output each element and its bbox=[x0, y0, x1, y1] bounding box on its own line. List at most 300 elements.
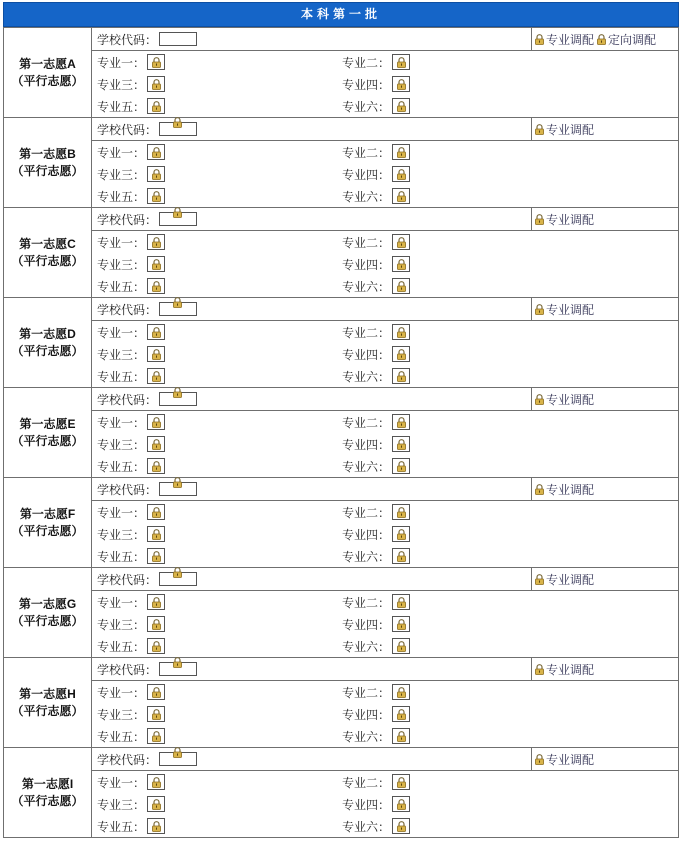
adjust-options bbox=[531, 208, 678, 230]
major-6-cell bbox=[342, 278, 410, 295]
major-adjust-option[interactable] bbox=[534, 301, 594, 318]
group-sub: （平行志愿） bbox=[11, 793, 84, 808]
lock-icon bbox=[151, 349, 162, 360]
group-sub: （平行志愿） bbox=[11, 73, 84, 88]
major-adjust-option[interactable] bbox=[534, 31, 594, 48]
major-6-cell bbox=[342, 368, 410, 385]
major-3-label: 专业三： bbox=[97, 347, 146, 362]
lock-icon bbox=[396, 237, 407, 248]
group-label-cell bbox=[4, 748, 92, 838]
adjust-options bbox=[531, 118, 678, 140]
lock-icon bbox=[534, 484, 545, 495]
lock-icon bbox=[396, 259, 407, 270]
major-row bbox=[92, 703, 678, 725]
group-name: 第一志愿E bbox=[19, 416, 76, 431]
major-2-cell bbox=[342, 414, 410, 431]
major-5-cell bbox=[92, 548, 342, 565]
school-code-row bbox=[92, 208, 678, 231]
major-6-cell bbox=[342, 638, 410, 655]
group-label-cell bbox=[4, 298, 92, 388]
major-5-field[interactable] bbox=[147, 368, 165, 384]
school-code-input[interactable] bbox=[159, 122, 197, 136]
lock-icon bbox=[396, 281, 407, 292]
major-2-cell bbox=[342, 594, 410, 611]
adjust-options bbox=[531, 748, 678, 770]
major-2-label: 专业二： bbox=[342, 55, 391, 70]
major-2-field[interactable] bbox=[392, 684, 410, 700]
major-adjust-option[interactable] bbox=[534, 751, 594, 768]
major-2-field[interactable] bbox=[392, 54, 410, 70]
major-2-label: 专业二： bbox=[342, 505, 391, 520]
volunteer-group bbox=[4, 298, 679, 388]
major-3-field[interactable] bbox=[147, 616, 165, 632]
major-3-cell bbox=[92, 256, 342, 273]
major-5-label: 专业五： bbox=[97, 189, 146, 204]
group-sub: （平行志愿） bbox=[11, 343, 84, 358]
major-row bbox=[92, 51, 678, 73]
volunteer-group bbox=[4, 388, 679, 478]
major-1-cell bbox=[92, 774, 342, 791]
directed-adjust-option[interactable] bbox=[596, 31, 656, 48]
lock-icon bbox=[396, 57, 407, 68]
group-label-cell bbox=[4, 388, 92, 478]
major-5-label: 专业五： bbox=[97, 549, 146, 564]
major-adjust-label: 专业调配 bbox=[546, 122, 595, 137]
school-code-label: 学校代码： bbox=[97, 662, 158, 677]
major-row bbox=[92, 253, 678, 275]
major-1-field[interactable] bbox=[147, 684, 165, 700]
major-2-field[interactable] bbox=[392, 324, 410, 340]
major-adjust-label: 专业调配 bbox=[546, 32, 595, 47]
lock-icon bbox=[151, 461, 162, 472]
major-1-label: 专业一： bbox=[97, 415, 146, 430]
school-code-row bbox=[92, 478, 678, 501]
volunteer-table bbox=[3, 27, 679, 838]
major-1-label: 专业一： bbox=[97, 595, 146, 610]
lock-icon bbox=[534, 394, 545, 405]
school-code-label: 学校代码： bbox=[97, 302, 158, 317]
school-code-row bbox=[92, 568, 678, 591]
major-1-label: 专业一： bbox=[97, 55, 146, 70]
major-row bbox=[92, 635, 678, 657]
school-code-input[interactable] bbox=[159, 752, 197, 766]
major-3-field[interactable] bbox=[147, 526, 165, 542]
major-1-cell bbox=[92, 684, 342, 701]
lock-icon bbox=[396, 101, 407, 112]
major-3-field[interactable] bbox=[147, 796, 165, 812]
lock-icon bbox=[151, 101, 162, 112]
school-code-label: 学校代码： bbox=[97, 212, 158, 227]
major-6-cell bbox=[342, 728, 410, 745]
lock-icon bbox=[396, 597, 407, 608]
major-3-cell bbox=[92, 436, 342, 453]
lock-icon bbox=[151, 327, 162, 338]
major-row bbox=[92, 365, 678, 387]
major-1-field[interactable] bbox=[147, 324, 165, 340]
group-label-cell bbox=[4, 208, 92, 298]
major-2-field[interactable] bbox=[392, 234, 410, 250]
major-5-field[interactable] bbox=[147, 548, 165, 564]
group-label-cell bbox=[4, 568, 92, 658]
lock-icon bbox=[534, 34, 545, 45]
major-3-cell bbox=[92, 166, 342, 183]
school-code-label: 学校代码： bbox=[97, 752, 158, 767]
major-6-cell bbox=[342, 458, 410, 475]
lock-icon bbox=[396, 147, 407, 158]
major-row bbox=[92, 613, 678, 635]
major-adjust-option[interactable] bbox=[534, 481, 594, 498]
lock-icon bbox=[151, 687, 162, 698]
major-6-label: 专业六： bbox=[342, 729, 391, 744]
major-5-field[interactable] bbox=[147, 818, 165, 834]
group-fields-cell bbox=[92, 568, 679, 658]
major-6-field[interactable] bbox=[392, 188, 410, 204]
lock-icon bbox=[534, 304, 545, 315]
major-5-cell bbox=[92, 818, 342, 835]
major-row bbox=[92, 455, 678, 477]
major-5-label: 专业五： bbox=[97, 369, 146, 384]
major-row bbox=[92, 141, 678, 163]
major-6-label: 专业六： bbox=[342, 369, 391, 384]
major-3-cell bbox=[92, 796, 342, 813]
major-6-label: 专业六： bbox=[342, 549, 391, 564]
major-adjust-label: 专业调配 bbox=[546, 212, 595, 227]
adjust-options bbox=[531, 568, 678, 590]
major-5-cell bbox=[92, 728, 342, 745]
major-4-cell bbox=[342, 526, 410, 543]
major-row bbox=[92, 771, 678, 793]
major-6-field[interactable] bbox=[392, 368, 410, 384]
volunteer-group bbox=[4, 28, 679, 118]
major-row bbox=[92, 433, 678, 455]
major-3-field[interactable] bbox=[147, 436, 165, 452]
lock-icon bbox=[151, 79, 162, 90]
major-1-field[interactable] bbox=[147, 54, 165, 70]
major-1-label: 专业一： bbox=[97, 325, 146, 340]
major-5-label: 专业五： bbox=[97, 729, 146, 744]
major-5-field[interactable] bbox=[147, 188, 165, 204]
major-1-label: 专业一： bbox=[97, 235, 146, 250]
lock-icon bbox=[151, 57, 162, 68]
lock-icon bbox=[396, 417, 407, 428]
lock-icon bbox=[151, 597, 162, 608]
school-code-row bbox=[92, 748, 678, 771]
major-adjust-option[interactable] bbox=[534, 211, 594, 228]
major-row bbox=[92, 815, 678, 837]
major-row bbox=[92, 73, 678, 95]
major-5-field[interactable] bbox=[147, 98, 165, 114]
lock-icon bbox=[396, 641, 407, 652]
major-2-field[interactable] bbox=[392, 594, 410, 610]
school-code-row bbox=[92, 388, 678, 411]
major-4-field[interactable] bbox=[392, 256, 410, 272]
major-1-field[interactable] bbox=[147, 504, 165, 520]
major-1-label: 专业一： bbox=[97, 775, 146, 790]
major-adjust-option[interactable] bbox=[534, 661, 594, 678]
lock-icon bbox=[396, 821, 407, 832]
group-sub: （平行志愿） bbox=[11, 253, 84, 268]
group-fields-cell bbox=[92, 388, 679, 478]
major-5-label: 专业五： bbox=[97, 459, 146, 474]
group-name: 第一志愿I bbox=[21, 776, 74, 791]
major-adjust-label: 专业调配 bbox=[546, 482, 595, 497]
lock-icon bbox=[151, 619, 162, 630]
volunteer-group bbox=[4, 478, 679, 568]
lock-icon bbox=[396, 529, 407, 540]
major-1-label: 专业一： bbox=[97, 145, 146, 160]
major-3-cell bbox=[92, 526, 342, 543]
school-code-input[interactable] bbox=[159, 302, 197, 316]
major-2-cell bbox=[342, 684, 410, 701]
lock-icon bbox=[534, 754, 545, 765]
major-2-field[interactable] bbox=[392, 504, 410, 520]
major-row bbox=[92, 231, 678, 253]
school-code-input[interactable] bbox=[159, 482, 197, 496]
major-3-field[interactable] bbox=[147, 166, 165, 182]
major-2-field[interactable] bbox=[392, 774, 410, 790]
lock-icon bbox=[151, 777, 162, 788]
school-code-input[interactable] bbox=[159, 32, 197, 46]
major-4-field[interactable] bbox=[392, 526, 410, 542]
adjust-options bbox=[531, 298, 678, 320]
school-code-input[interactable] bbox=[159, 662, 197, 676]
major-4-cell bbox=[342, 76, 410, 93]
adjust-options bbox=[531, 388, 678, 410]
group-label-cell bbox=[4, 118, 92, 208]
school-code-label: 学校代码： bbox=[97, 572, 158, 587]
major-5-label: 专业五： bbox=[97, 819, 146, 834]
major-2-cell bbox=[342, 504, 410, 521]
lock-icon bbox=[151, 169, 162, 180]
major-4-label: 专业四： bbox=[342, 257, 391, 272]
lock-icon bbox=[172, 297, 183, 308]
major-row bbox=[92, 411, 678, 433]
lock-icon bbox=[172, 747, 183, 758]
major-4-label: 专业四： bbox=[342, 617, 391, 632]
lock-icon bbox=[534, 664, 545, 675]
lock-icon bbox=[151, 799, 162, 810]
major-6-field[interactable] bbox=[392, 548, 410, 564]
major-2-cell bbox=[342, 144, 410, 161]
major-4-field[interactable] bbox=[392, 346, 410, 362]
lock-icon bbox=[396, 169, 407, 180]
school-code-label: 学校代码： bbox=[97, 122, 158, 137]
major-3-field[interactable] bbox=[147, 256, 165, 272]
lock-icon bbox=[151, 371, 162, 382]
lock-icon bbox=[151, 529, 162, 540]
school-code-label: 学校代码： bbox=[97, 32, 158, 47]
lock-icon bbox=[172, 567, 183, 578]
major-3-label: 专业三： bbox=[97, 617, 146, 632]
major-3-cell bbox=[92, 346, 342, 363]
form-wrapper bbox=[3, 2, 679, 838]
major-4-cell bbox=[342, 706, 410, 723]
major-adjust-label: 专业调配 bbox=[546, 662, 595, 677]
group-label-cell bbox=[4, 28, 92, 118]
lock-icon bbox=[396, 461, 407, 472]
major-6-field[interactable] bbox=[392, 818, 410, 834]
major-4-field[interactable] bbox=[392, 706, 410, 722]
major-2-cell bbox=[342, 54, 410, 71]
major-1-field[interactable] bbox=[147, 774, 165, 790]
lock-icon bbox=[151, 641, 162, 652]
major-4-label: 专业四： bbox=[342, 707, 391, 722]
major-4-label: 专业四： bbox=[342, 437, 391, 452]
major-1-cell bbox=[92, 504, 342, 521]
major-5-label: 专业五： bbox=[97, 639, 146, 654]
volunteer-group bbox=[4, 568, 679, 658]
group-name: 第一志愿A bbox=[19, 56, 76, 71]
adjust-options bbox=[531, 28, 678, 50]
major-1-field[interactable] bbox=[147, 144, 165, 160]
major-4-label: 专业四： bbox=[342, 77, 391, 92]
school-code-row bbox=[92, 28, 678, 51]
major-1-cell bbox=[92, 54, 342, 71]
major-5-field[interactable] bbox=[147, 278, 165, 294]
major-5-field[interactable] bbox=[147, 458, 165, 474]
school-code-row bbox=[92, 118, 678, 141]
adjust-options bbox=[531, 658, 678, 680]
major-5-cell bbox=[92, 368, 342, 385]
major-3-label: 专业三： bbox=[97, 437, 146, 452]
major-3-label: 专业三： bbox=[97, 167, 146, 182]
major-1-field[interactable] bbox=[147, 414, 165, 430]
major-5-cell bbox=[92, 98, 342, 115]
lock-icon bbox=[151, 731, 162, 742]
major-4-cell bbox=[342, 346, 410, 363]
major-6-label: 专业六： bbox=[342, 459, 391, 474]
school-code-label: 学校代码： bbox=[97, 482, 158, 497]
major-3-field[interactable] bbox=[147, 346, 165, 362]
major-6-cell bbox=[342, 188, 410, 205]
major-6-label: 专业六： bbox=[342, 279, 391, 294]
major-3-label: 专业三： bbox=[97, 707, 146, 722]
major-3-label: 专业三： bbox=[97, 527, 146, 542]
major-row bbox=[92, 95, 678, 117]
major-4-label: 专业四： bbox=[342, 797, 391, 812]
major-1-cell bbox=[92, 234, 342, 251]
major-5-field[interactable] bbox=[147, 728, 165, 744]
major-6-field[interactable] bbox=[392, 98, 410, 114]
lock-icon bbox=[396, 327, 407, 338]
lock-icon bbox=[534, 124, 545, 135]
lock-icon bbox=[151, 147, 162, 158]
major-adjust-option[interactable] bbox=[534, 391, 594, 408]
major-5-cell bbox=[92, 458, 342, 475]
lock-icon bbox=[396, 191, 407, 202]
group-label-cell bbox=[4, 658, 92, 748]
major-4-field[interactable] bbox=[392, 76, 410, 92]
major-6-cell bbox=[342, 818, 410, 835]
group-name: 第一志愿C bbox=[19, 236, 76, 251]
major-2-cell bbox=[342, 324, 410, 341]
lock-icon bbox=[151, 709, 162, 720]
major-3-field[interactable] bbox=[147, 706, 165, 722]
major-4-label: 专业四： bbox=[342, 347, 391, 362]
group-fields-cell bbox=[92, 658, 679, 748]
lock-icon bbox=[151, 507, 162, 518]
major-1-cell bbox=[92, 414, 342, 431]
major-6-label: 专业六： bbox=[342, 189, 391, 204]
major-adjust-label: 专业调配 bbox=[546, 752, 595, 767]
major-3-cell bbox=[92, 706, 342, 723]
group-name: 第一志愿H bbox=[19, 686, 76, 701]
lock-icon bbox=[396, 439, 407, 450]
directed-adjust-label: 定向调配 bbox=[608, 32, 657, 47]
lock-icon bbox=[396, 551, 407, 562]
major-row bbox=[92, 185, 678, 207]
major-4-cell bbox=[342, 616, 410, 633]
major-4-cell bbox=[342, 256, 410, 273]
major-2-label: 专业二： bbox=[342, 325, 391, 340]
major-adjust-label: 专业调配 bbox=[546, 572, 595, 587]
major-1-cell bbox=[92, 144, 342, 161]
major-6-label: 专业六： bbox=[342, 639, 391, 654]
major-adjust-label: 专业调配 bbox=[546, 302, 595, 317]
lock-icon bbox=[396, 507, 407, 518]
group-fields-cell bbox=[92, 28, 679, 118]
major-adjust-label: 专业调配 bbox=[546, 392, 595, 407]
major-4-field[interactable] bbox=[392, 436, 410, 452]
major-row bbox=[92, 523, 678, 545]
major-adjust-option[interactable] bbox=[534, 571, 594, 588]
school-code-input[interactable] bbox=[159, 392, 197, 406]
major-6-field[interactable] bbox=[392, 728, 410, 744]
batch-header: 本科第一批 bbox=[3, 2, 679, 27]
major-4-field[interactable] bbox=[392, 166, 410, 182]
major-row bbox=[92, 591, 678, 613]
group-fields-cell bbox=[92, 478, 679, 568]
major-4-label: 专业四： bbox=[342, 167, 391, 182]
major-2-label: 专业二： bbox=[342, 235, 391, 250]
school-code-input[interactable] bbox=[159, 212, 197, 226]
major-6-field[interactable] bbox=[392, 458, 410, 474]
school-code-input[interactable] bbox=[159, 572, 197, 586]
major-2-label: 专业二： bbox=[342, 595, 391, 610]
major-4-field[interactable] bbox=[392, 616, 410, 632]
major-3-field[interactable] bbox=[147, 76, 165, 92]
volunteer-group bbox=[4, 658, 679, 748]
major-2-field[interactable] bbox=[392, 414, 410, 430]
group-name: 第一志愿F bbox=[19, 506, 76, 521]
major-row bbox=[92, 501, 678, 523]
major-1-field[interactable] bbox=[147, 594, 165, 610]
group-name: 第一志愿B bbox=[19, 146, 76, 161]
major-5-cell bbox=[92, 188, 342, 205]
major-2-field[interactable] bbox=[392, 144, 410, 160]
lock-icon bbox=[396, 79, 407, 90]
major-adjust-option[interactable] bbox=[534, 121, 594, 138]
major-1-field[interactable] bbox=[147, 234, 165, 250]
major-6-cell bbox=[342, 98, 410, 115]
lock-icon bbox=[151, 191, 162, 202]
major-2-label: 专业二： bbox=[342, 685, 391, 700]
lock-icon bbox=[172, 387, 183, 398]
adjust-options bbox=[531, 478, 678, 500]
volunteer-group bbox=[4, 748, 679, 838]
group-sub: （平行志愿） bbox=[11, 163, 84, 178]
major-6-field[interactable] bbox=[392, 638, 410, 654]
group-name: 第一志愿G bbox=[18, 596, 77, 611]
major-row bbox=[92, 321, 678, 343]
major-5-label: 专业五： bbox=[97, 279, 146, 294]
volunteer-group bbox=[4, 118, 679, 208]
major-2-label: 专业二： bbox=[342, 775, 391, 790]
group-fields-cell bbox=[92, 118, 679, 208]
major-6-field[interactable] bbox=[392, 278, 410, 294]
major-5-field[interactable] bbox=[147, 638, 165, 654]
major-4-field[interactable] bbox=[392, 796, 410, 812]
